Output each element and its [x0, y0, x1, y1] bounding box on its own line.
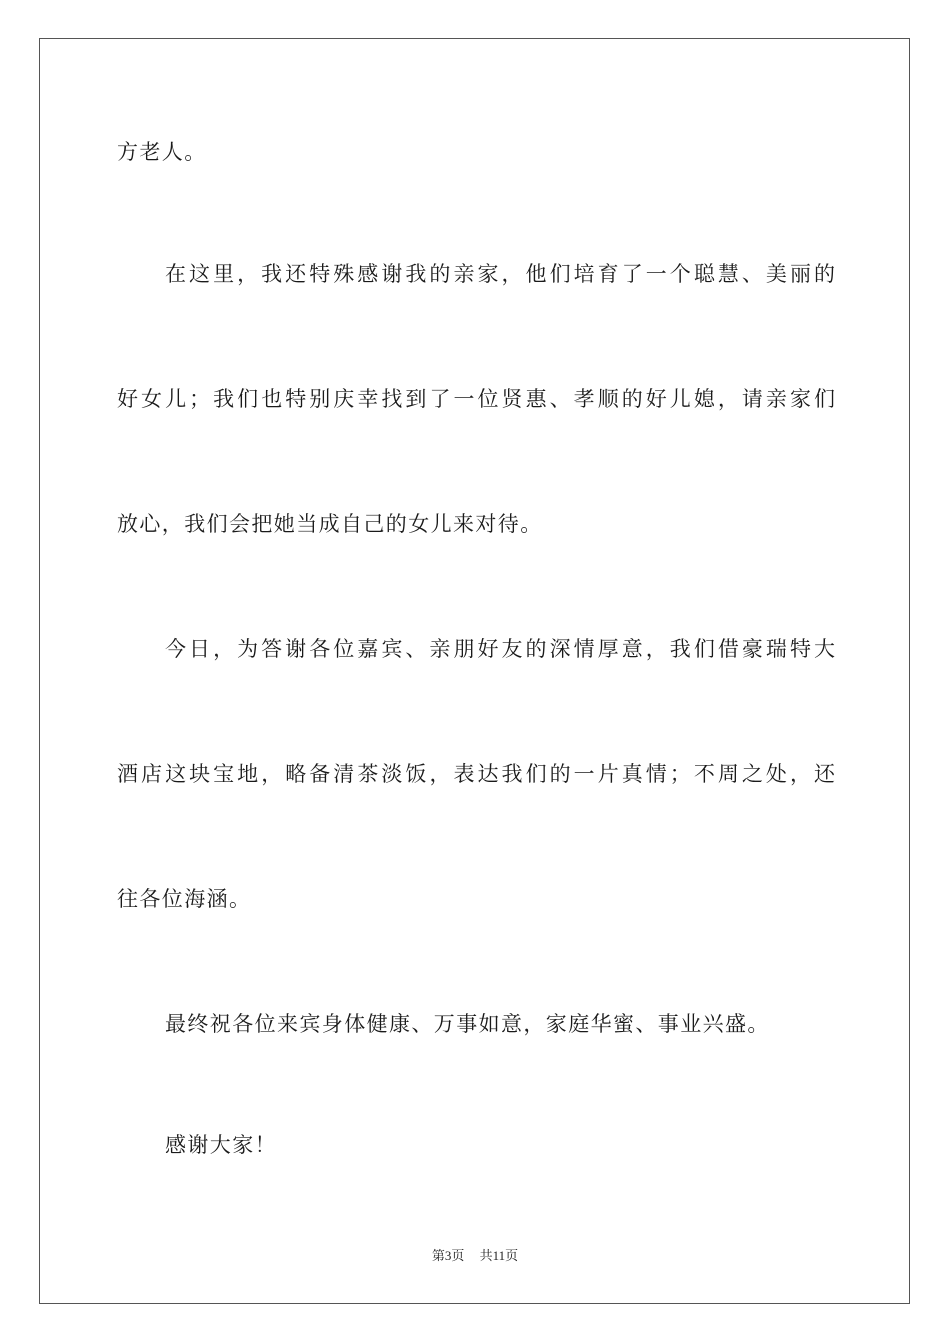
text-line-7: 往各位海涵。 [117, 887, 252, 911]
text-line-2: 在这里，我还特殊感谢我的亲家，他们培育了一个聪慧、美丽的 [165, 262, 835, 286]
text-line-4: 放心，我们会把她当成自己的女儿来对待。 [117, 512, 543, 536]
text-line-9: 感谢大家！ [165, 1133, 277, 1157]
text-line-8: 最终祝各位来宾身体健康、万事如意，家庭华蜜、事业兴盛。 [165, 1012, 770, 1036]
text-line-1: 方老人。 [117, 140, 207, 164]
page-footer [0, 1247, 950, 1265]
text-line-3: 好女儿；我们也特别庆幸找到了一位贤惠、孝顺的好儿媳，请亲家们 [117, 387, 835, 411]
page-number: 第3页 [431, 1248, 465, 1263]
page-total: 共11页 [479, 1248, 519, 1263]
text-line-6: 酒店这块宝地，略备清茶淡饭，表达我们的一片真情；不周之处，还 [117, 762, 835, 786]
page-border [39, 38, 910, 1304]
text-line-5: 今日，为答谢各位嘉宾、亲朋好友的深情厚意，我们借豪瑞特大 [165, 637, 835, 661]
